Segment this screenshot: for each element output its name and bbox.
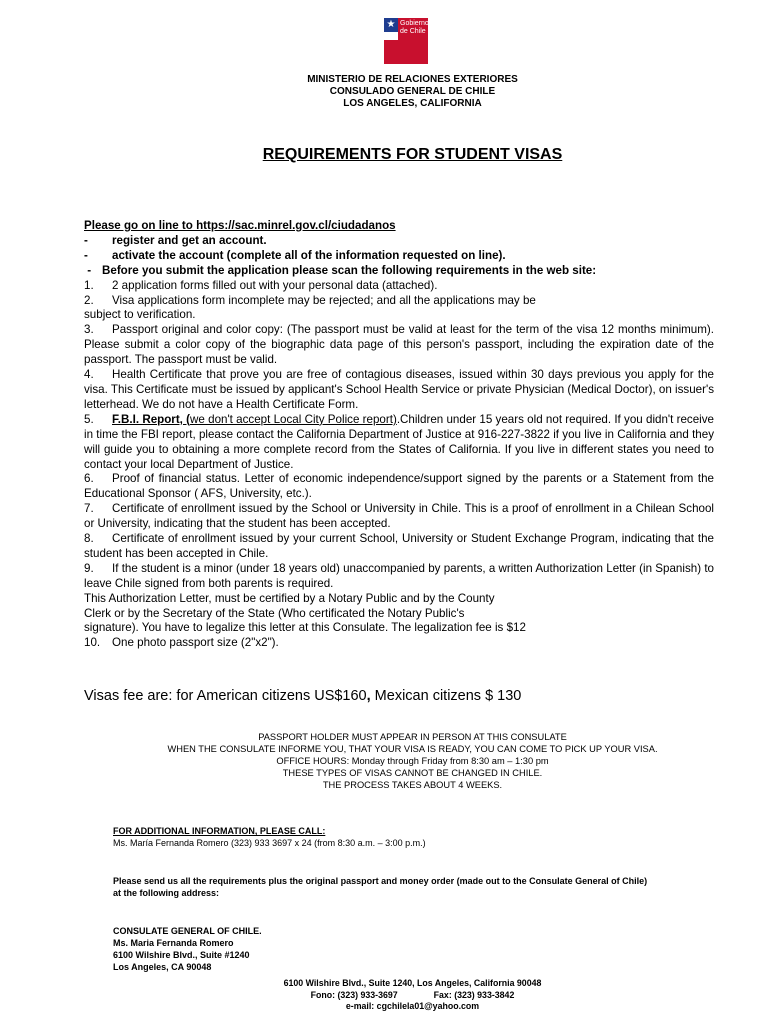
step-register: - register and get an account. [84,233,267,247]
address-name: CONSULATE GENERAL OF CHILE. [113,926,262,936]
online-instruction: Please go on line to https://sac.minrel.gov.cl/ciudadanos [84,219,396,232]
notice-process-time: THE PROCESS TAKES ABOUT 4 WEEKS. [322,780,503,790]
star-icon: ★ [386,19,396,30]
contact-section [113,825,733,973]
notice-office-hours: OFFICE HOURS: Monday through Friday from 8:30 am – 1:30 pm [276,756,549,766]
requirement-9-notary: This Authorization Letter, must be certified by a Notary Public and by the County [84,591,495,605]
send-instruction-cont: at the following address: [113,888,220,898]
requirement-10: 10. One photo passport size (2"x2"). [84,636,279,650]
requirement-3: 3. Passport original and color copy: (The passport must be valid at least for the term of the visa 12 months minimum). Please submit a color copy of the biographic data page of this person's passport, including the expiration date of the passport. The passport must be valid. [84,323,714,367]
gobierno-de-chile-logo [384,18,444,64]
requirement-2: 2. Visa applications form incomplete may be rejected; and all the applications may be [84,293,536,307]
contact-heading: FOR ADDITIONAL INFORMATION, PLEASE CALL: [113,826,326,836]
notice-in-person: PASSPORT HOLDER MUST APPEAR IN PERSON AT THIS CONSULATE [258,732,567,742]
send-instruction: Please send us all the requirements plus the original passport and money order (made out to the Consulate General of Chile) [113,876,648,886]
notice-no-change: THESE TYPES OF VISAS CANNOT BE CHANGED IN CHILE. [282,768,543,778]
requirement-6: 6. Proof of financial status. Letter of economic independence/support signed by the parents or a Statement from the Educational Sponsor ( AFS, University, etc.). [84,472,714,501]
address-street: 6100 Wilshire Blvd., Suite #1240 [113,950,250,960]
header-ministry: MINISTERIO DE RELACIONES EXTERIORES [307,74,518,85]
step-scan: - Before you submit the application please scan the following requirements in the web site: [84,263,597,277]
footer-phone-fax: Fono: (323) 933-3697 Fax: (323) 933-3842 [310,989,515,1000]
contact-person: Ms. María Fernanda Romero (323) 933 3697 x 24 (from 8:30 a.m. – 3:00 p.m.) [113,838,426,848]
step-activate: - activate the account (complete all of the information requested on line). [84,248,506,262]
address-attention: Ms. Maria Fernanda Romero [113,938,234,948]
requirement-9-clerk: Clerk or by the Secretary of the State (Who certificated the Notary Public's [84,606,465,620]
document-footer [0,978,770,1013]
requirement-5: 5. F.B.I. Report, (we don't accept Local City Police report).Children under 15 years old not required. If you didn't receive in time the FBI report, please contact the California Department of Justice at 916-227-3822 if you live in California and they will guide you to obtaining a more complete record from the States of California. If you live in different states you need to contact your local Department of Justice. [84,412,714,471]
visa-fee: Visas fee are: for American citizens US$160, Mexican citizens $ 130 [84,688,522,704]
requirement-2-cont: subject to verification. [84,308,196,322]
document-header [0,74,770,110]
requirement-7: 7. Certificate of enrollment issued by the School or University in Chile. This is a proof of enrollment in a Chilean School or University, indicating that the student has been accepted. [84,502,714,531]
requirement-9-legalize: signature). You have to legalize this letter at this Consulate. The legalization fee is $12 [84,621,526,635]
footer-email: e-mail: cgchilela01@yahoo.com [345,1001,480,1011]
header-consulate: CONSULADO GENERAL DE CHILE [329,86,496,97]
page-title: REQUIREMENTS FOR STUDENT VISAS [262,146,563,163]
address-city: Los Angeles, CA 90048 [113,962,212,972]
requirement-9: 9. If the student is a minor (under 18 years old) unaccompanied by parents, a written Authorization Letter (in Spanish) to leave Chile signed from both parents is required. [84,561,714,590]
consulate-notice [0,731,770,791]
requirement-4: 4. Health Certificate that prove you are free of contagious diseases, issued within 30 days previous you apply for the visa. This Certificate must be issued by applicant's School Health Service or private Physician (Medical Doctor), on issuer's letterhead. We do not have a Health Certificate Form. [84,368,714,411]
flag-red-band [384,40,398,64]
logo-text: Gobierno de Chile [400,20,429,35]
requirement-8: 8. Certificate of enrollment issued by your current School, University or Student Exchange Program, indicating that the student has been accepted in Chile. [84,532,714,560]
footer-address: 6100 Wilshire Blvd., Suite 1240, Los Angeles, California 90048 [283,978,542,988]
requirement-1: 1. 2 application forms filled out with your personal data (attached). [84,278,438,292]
notice-pickup: WHEN THE CONSULATE INFORME YOU, THAT YOUR VISA IS READY, YOU CAN COME TO PICK UP YOUR VISA. [167,744,658,754]
requirements-section [84,219,714,651]
header-city: LOS ANGELES, CALIFORNIA [343,98,482,109]
